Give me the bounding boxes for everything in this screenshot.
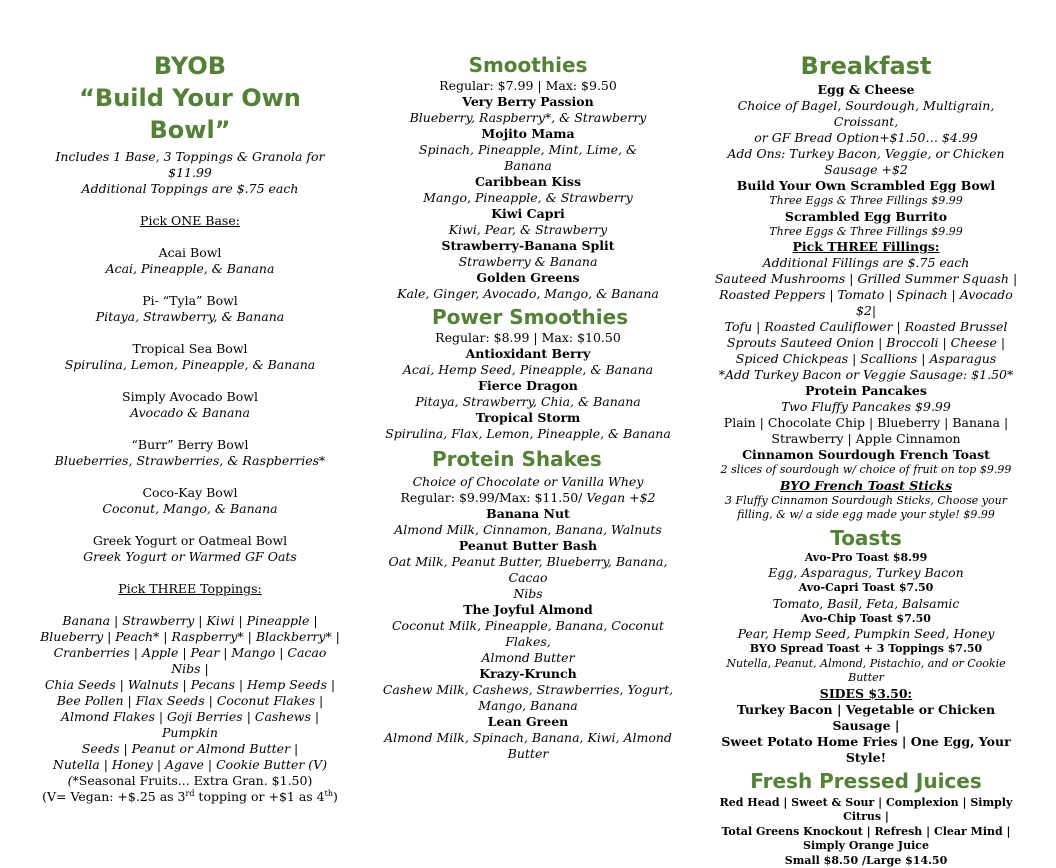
protein-desc: Almond Milk, Spinach, Banana, Kiwi, Almond xyxy=(378,730,678,746)
byob-title: BYOB xyxy=(40,50,340,82)
smoothie-desc: Blueberry, Raspberry*, & Strawberry xyxy=(378,110,678,126)
toppings-list xyxy=(40,613,340,773)
power-name: Antioxidant Berry xyxy=(378,346,678,362)
pancakes-desc: Two Fluffy Pancakes $9.99 xyxy=(708,399,1024,415)
scramble-bowl-desc: Three Eggs & Three Fillings $9.99 xyxy=(708,194,1024,209)
toast-name: Avo-Capri Toast $7.50 xyxy=(708,581,1024,596)
egg-cheese-desc: Choice of Bagel, Sourdough, Multigrain, Croissant, xyxy=(708,98,1024,130)
base-desc: Spirulina, Lemon, Pineapple, & Banana xyxy=(40,357,340,373)
power-item xyxy=(378,378,678,410)
toast-name: BYO Spread Toast + 3 Toppings $7.50 xyxy=(708,642,1024,657)
toast-item xyxy=(708,551,1024,582)
protein-item xyxy=(378,506,678,538)
protein-vegan: Vegan +$2 xyxy=(582,490,655,505)
toast-sticks-name: BYO French Toast Sticks xyxy=(708,478,1024,494)
base-item xyxy=(40,293,340,325)
fillings-line: Roasted Peppers | Tomato | Spinach | Avocado $2| xyxy=(708,287,1024,319)
juices-line: Red Head | Sweet & Sour | Complexion | Simply Citrus | xyxy=(708,796,1024,825)
power-item xyxy=(378,346,678,378)
fillings-line: Tofu | Roasted Cauliflower | Roasted Brussel xyxy=(708,319,1024,335)
fillings-header: Pick THREE Fillings: xyxy=(708,239,1024,255)
scramble-bowl-name: Build Your Own Scrambled Egg Bowl xyxy=(708,178,1024,194)
pancakes-options: Strawberry | Apple Cinnamon xyxy=(708,431,1024,447)
base-name: “Burr” Berry Bowl xyxy=(40,437,340,453)
smoothie-name: Mojito Mama xyxy=(378,126,678,142)
protein-desc: Nibs xyxy=(378,586,678,602)
protein-list xyxy=(378,506,678,762)
protein-name: Krazy-Krunch xyxy=(378,666,678,682)
base-item xyxy=(40,485,340,517)
protein-name: Lean Green xyxy=(378,714,678,730)
protein-name: Peanut Butter Bash xyxy=(378,538,678,554)
smoothie-list xyxy=(378,94,678,302)
juices-price: Small $8.50 /Large $14.50 xyxy=(708,854,1024,868)
base-desc: Coconut, Mango, & Banana xyxy=(40,501,340,517)
smoothie-item xyxy=(378,270,678,302)
protein-desc: Almond Milk, Cinnamon, Banana, Walnuts xyxy=(378,522,678,538)
juices-title: Fresh Pressed Juices xyxy=(708,768,1024,794)
toast-item xyxy=(708,612,1024,643)
base-item xyxy=(40,389,340,421)
toast-desc: Pear, Hemp Seed, Pumpkin Seed, Honey xyxy=(708,626,1024,642)
fillings-line: Sprouts Sauteed Onion | Broccoli | Cheese | xyxy=(708,335,1024,351)
byob-intro: Includes 1 Base, 3 Toppings & Granola for $11.99 xyxy=(40,149,340,181)
protein-desc: Mango, Banana xyxy=(378,698,678,714)
protein-name: The Joyful Almond xyxy=(378,602,678,618)
vegan-text-b: topping or +$1 as 4 xyxy=(194,789,324,804)
toppings-line: Almond Flakes | Goji Berries | Cashews | Pumpkin xyxy=(40,709,340,741)
base-desc: Acai, Pineapple, & Banana xyxy=(40,261,340,277)
smoothie-item xyxy=(378,174,678,206)
fillings-line: Additional Fillings are $.75 each xyxy=(708,255,1024,271)
smoothie-name: Kiwi Capri xyxy=(378,206,678,222)
base-name: Coco-Kay Bowl xyxy=(40,485,340,501)
seasonal-star: * xyxy=(73,773,79,788)
juices-line: Total Greens Knockout | Refresh | Clear Mind | xyxy=(708,825,1024,840)
base-name: Tropical Sea Bowl xyxy=(40,341,340,357)
toast-sticks-desc: 3 Fluffy Cinnamon Sourdough Sticks, Choose your xyxy=(708,494,1024,509)
french-toast-name: Cinnamon Sourdough French Toast xyxy=(708,447,1024,463)
power-desc: Acai, Hemp Seed, Pineapple, & Banana xyxy=(378,362,678,378)
smoothies-column xyxy=(378,52,678,762)
fillings-addon: *Add Turkey Bacon or Veggie Sausage: $1.50* xyxy=(708,367,1024,383)
toast-item xyxy=(708,581,1024,612)
byob-subtitle: “Build Your Own Bowl” xyxy=(40,82,340,146)
pancakes-name: Protein Pancakes xyxy=(708,383,1024,399)
protein-choice: Choice of Chocolate or Vanilla Whey xyxy=(378,474,678,490)
sides-line: Sweet Potato Home Fries | One Egg, Your Style! xyxy=(708,734,1024,766)
base-desc: Blueberries, Strawberries, & Raspberries* xyxy=(40,453,340,469)
protein-price-text: Regular: $9.99/Max: $11.50/ xyxy=(400,490,582,505)
vegan-note xyxy=(40,789,340,805)
smoothie-desc: Banana xyxy=(378,158,678,174)
smoothie-item xyxy=(378,94,678,126)
toast-desc: Tomato, Basil, Feta, Balsamic xyxy=(708,596,1024,612)
vegan-text-c: ) xyxy=(333,789,338,804)
smoothie-desc: Kale, Ginger, Avocado, Mango, & Banana xyxy=(378,286,678,302)
smoothie-item xyxy=(378,126,678,174)
protein-desc: Almond Butter xyxy=(378,650,678,666)
burrito-desc: Three Eggs & Three Fillings $9.99 xyxy=(708,225,1024,240)
vegan-sup-rd: rd xyxy=(186,789,195,798)
smoothies-title: Smoothies xyxy=(378,52,678,78)
egg-cheese-desc: Add Ons: Turkey Bacon, Veggie, or Chicken xyxy=(708,146,1024,162)
byob-column xyxy=(40,50,340,805)
toppings-line: Bee Pollen | Flax Seeds | Coconut Flakes | xyxy=(40,693,340,709)
smoothie-name: Caribbean Kiss xyxy=(378,174,678,190)
base-desc: Greek Yogurt or Warmed GF Oats xyxy=(40,549,340,565)
base-desc: Pitaya, Strawberry, & Banana xyxy=(40,309,340,325)
power-list xyxy=(378,346,678,442)
protein-desc: Cashew Milk, Cashews, Strawberries, Yogurt, xyxy=(378,682,678,698)
smoothie-desc: Mango, Pineapple, & Strawberry xyxy=(378,190,678,206)
power-smoothies-price: Regular: $8.99 | Max: $10.50 xyxy=(378,330,678,346)
protein-desc: Butter xyxy=(378,746,678,762)
protein-item xyxy=(378,602,678,666)
fillings-list xyxy=(708,255,1024,383)
seasonal-paren: ( xyxy=(68,773,73,788)
toast-desc: Egg, Asparagus, Turkey Bacon xyxy=(708,565,1024,581)
smoothie-desc: Kiwi, Pear, & Strawberry xyxy=(378,222,678,238)
protein-name: Banana Nut xyxy=(378,506,678,522)
pancakes-options: Plain | Chocolate Chip | Blueberry | Banana | xyxy=(708,415,1024,431)
fillings-line: Sauteed Mushrooms | Grilled Summer Squash | xyxy=(708,271,1024,287)
protein-item xyxy=(378,714,678,762)
sides-line: Turkey Bacon | Vegetable or Chicken Sausage | xyxy=(708,702,1024,734)
protein-desc: Coconut Milk, Pineapple, Banana, Coconut Flakes, xyxy=(378,618,678,650)
base-list xyxy=(40,245,340,565)
base-header: Pick ONE Base: xyxy=(40,213,340,229)
toppings-line: Nutella | Honey | Agave | Cookie Butter (V) xyxy=(40,757,340,773)
juices-line: Simply Orange Juice xyxy=(708,839,1024,854)
toasts-title: Toasts xyxy=(708,525,1024,551)
vegan-sup-th: th xyxy=(325,789,333,798)
smoothies-price: Regular: $7.99 | Max: $9.50 xyxy=(378,78,678,94)
base-item xyxy=(40,341,340,373)
seasonal-note xyxy=(40,773,340,789)
vegan-text-a: (V= Vegan: +$.25 as 3 xyxy=(42,789,185,804)
toast-sticks-desc: filling, & w/ a side egg made your style! $9.99 xyxy=(708,508,1024,523)
egg-cheese-desc: or GF Bread Option+$1.50… $4.99 xyxy=(708,130,1024,146)
power-item xyxy=(378,410,678,442)
french-toast-desc: 2 slices of sourdough w/ choice of fruit on top $9.99 xyxy=(708,463,1024,478)
smoothie-item xyxy=(378,206,678,238)
sides-header: SIDES $3.50: xyxy=(708,686,1024,702)
toppings-header: Pick THREE Toppings: xyxy=(40,581,340,597)
base-name: Simply Avocado Bowl xyxy=(40,389,340,405)
base-item xyxy=(40,245,340,277)
toppings-line: Seeds | Peanut or Almond Butter | xyxy=(40,741,340,757)
burrito-name: Scrambled Egg Burrito xyxy=(708,209,1024,225)
fillings-line: Spiced Chickpeas | Scallions | Asparagus xyxy=(708,351,1024,367)
protein-price xyxy=(378,490,678,506)
base-name: Greek Yogurt or Oatmeal Bowl xyxy=(40,533,340,549)
base-item xyxy=(40,437,340,469)
power-smoothies-title: Power Smoothies xyxy=(378,304,678,330)
base-name: Acai Bowl xyxy=(40,245,340,261)
power-name: Fierce Dragon xyxy=(378,378,678,394)
base-name: Pi- “Tyla” Bowl xyxy=(40,293,340,309)
toast-item xyxy=(708,642,1024,686)
toppings-line: Blueberry | Peach* | Raspberry* | Blackberry* | xyxy=(40,629,340,645)
toasts-list xyxy=(708,551,1024,686)
smoothie-name: Strawberry-Banana Split xyxy=(378,238,678,254)
toast-name: Avo-Chip Toast $7.50 xyxy=(708,612,1024,627)
smoothie-item xyxy=(378,238,678,270)
toppings-line: Banana | Strawberry | Kiwi | Pineapple | xyxy=(40,613,340,629)
smoothie-desc: Spinach, Pineapple, Mint, Lime, & xyxy=(378,142,678,158)
power-name: Tropical Storm xyxy=(378,410,678,426)
seasonal-text: Seasonal Fruits... Extra Gran. $1.50) xyxy=(79,773,313,788)
protein-desc: Oat Milk, Peanut Butter, Blueberry, Banana, Cacao xyxy=(378,554,678,586)
egg-cheese-name: Egg & Cheese xyxy=(708,82,1024,98)
breakfast-column xyxy=(708,50,1024,868)
byob-intro-additional: Additional Toppings are $.75 each xyxy=(40,181,340,197)
base-item xyxy=(40,533,340,565)
toppings-line: Cranberries | Apple | Pear | Mango | Cacao Nibs | xyxy=(40,645,340,677)
smoothie-name: Golden Greens xyxy=(378,270,678,286)
toast-desc: Nutella, Peanut, Almond, Pistachio, and or Cookie Butter xyxy=(708,657,1024,686)
toppings-line: Chia Seeds | Walnuts | Pecans | Hemp Seeds | xyxy=(40,677,340,693)
smoothie-name: Very Berry Passion xyxy=(378,94,678,110)
base-desc: Avocado & Banana xyxy=(40,405,340,421)
egg-cheese-desc: Sausage +$2 xyxy=(708,162,1024,178)
breakfast-title: Breakfast xyxy=(708,50,1024,82)
power-desc: Pitaya, Strawberry, Chia, & Banana xyxy=(378,394,678,410)
power-desc: Spirulina, Flax, Lemon, Pineapple, & Banana xyxy=(378,426,678,442)
smoothie-desc: Strawberry & Banana xyxy=(378,254,678,270)
protein-item xyxy=(378,666,678,714)
toast-name: Avo-Pro Toast $8.99 xyxy=(708,551,1024,566)
protein-item xyxy=(378,538,678,602)
protein-shakes-title: Protein Shakes xyxy=(378,446,678,472)
